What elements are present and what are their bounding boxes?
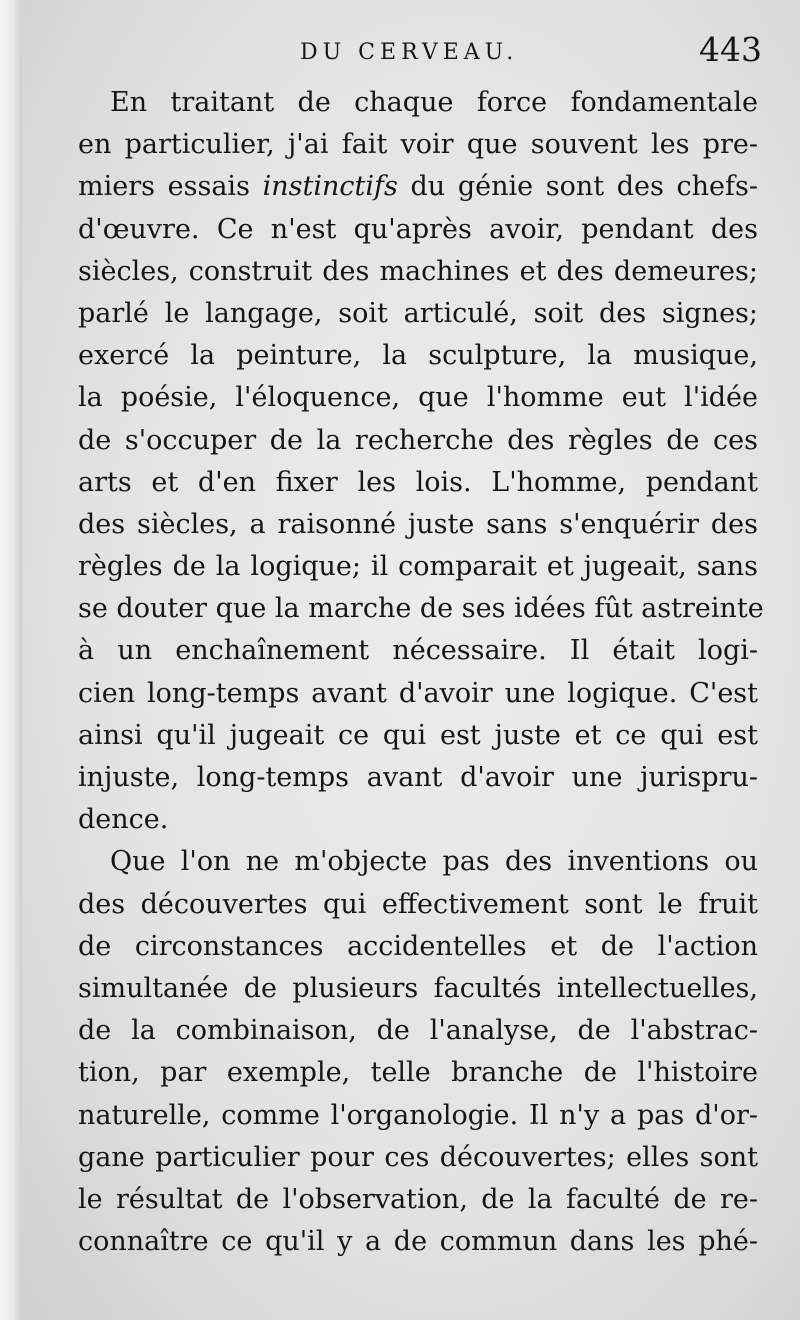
running-head: DU CERVEAU. — [300, 40, 519, 65]
text-line: En traitant de chaque force fondamentale — [110, 87, 758, 118]
text-line: ainsi qu'il jugeait ce qui est juste et ce qui est — [78, 719, 758, 751]
text-line: se douter que la marche de ses idées fût astreinte — [78, 593, 764, 625]
text-line: de circonstances accidentelles et de l'action — [78, 930, 758, 962]
text-line: des découvertes qui effectivement sont le fruit — [78, 888, 758, 920]
text-line: la poésie, l'éloquence, que l'homme eut l'idée — [78, 382, 758, 414]
text-line: à un enchaînement nécessaire. Il était logi- — [78, 635, 758, 667]
text-line: règles de la logique; il comparait et jugeait, sans — [78, 551, 758, 583]
text-line: dence. — [78, 804, 169, 836]
text-line: d'œuvre. Ce n'est qu'après avoir, pendant des — [78, 213, 758, 245]
text-line: le résultat de l'observation, de la faculté de re- — [78, 1183, 758, 1215]
text-line: en particulier, j'ai fait voir que souvent les pre- — [78, 129, 758, 161]
text-line: siècles, construit des machines et des demeures; — [78, 255, 758, 287]
text-line: de la combinaison, de l'analyse, de l'abstrac- — [78, 1015, 758, 1047]
text-line: cien long-temps avant d'avoir une logique. C'est — [78, 677, 758, 709]
text-run: du génie sont des chefs- — [410, 171, 758, 203]
text-line: injuste, long-temps avant d'avoir une jurispru- — [78, 762, 758, 793]
text-line: parlé le langage, soit articulé, soit des signes; — [78, 297, 758, 329]
text-line: des siècles, a raisonné juste sans s'enquérir des — [78, 508, 758, 540]
text-line: naturelle, comme l'organologie. Il n'y a pas d'or- — [78, 1099, 758, 1131]
text-run: miers essais — [78, 171, 250, 203]
text-line: gane particulier pour ces découvertes; elles sont — [78, 1141, 758, 1173]
page-number: 443 — [699, 30, 762, 69]
text-line: connaître ce qu'il y a de commun dans les phé- — [78, 1226, 758, 1258]
text-line: de s'occuper de la recherche des règles de ces — [78, 424, 758, 456]
text-line — [78, 166, 758, 208]
text-line: simultanée de plusieurs facultés intellectuelles, — [78, 972, 758, 1004]
text-line: tion, par exemple, telle branche de l'histoire — [78, 1057, 758, 1089]
text-line: Que l'on ne m'objecte pas des inventions ou — [110, 846, 758, 878]
book-spine-edge — [0, 0, 22, 1320]
book-page — [22, 0, 800, 1320]
text-line: exercé la peinture, la sculpture, la musique, — [78, 340, 758, 372]
body-text — [78, 82, 764, 1263]
italic-word: instinctifs — [262, 171, 398, 203]
text-line: arts et d'en fixer les lois. L'homme, pendant — [78, 466, 758, 498]
